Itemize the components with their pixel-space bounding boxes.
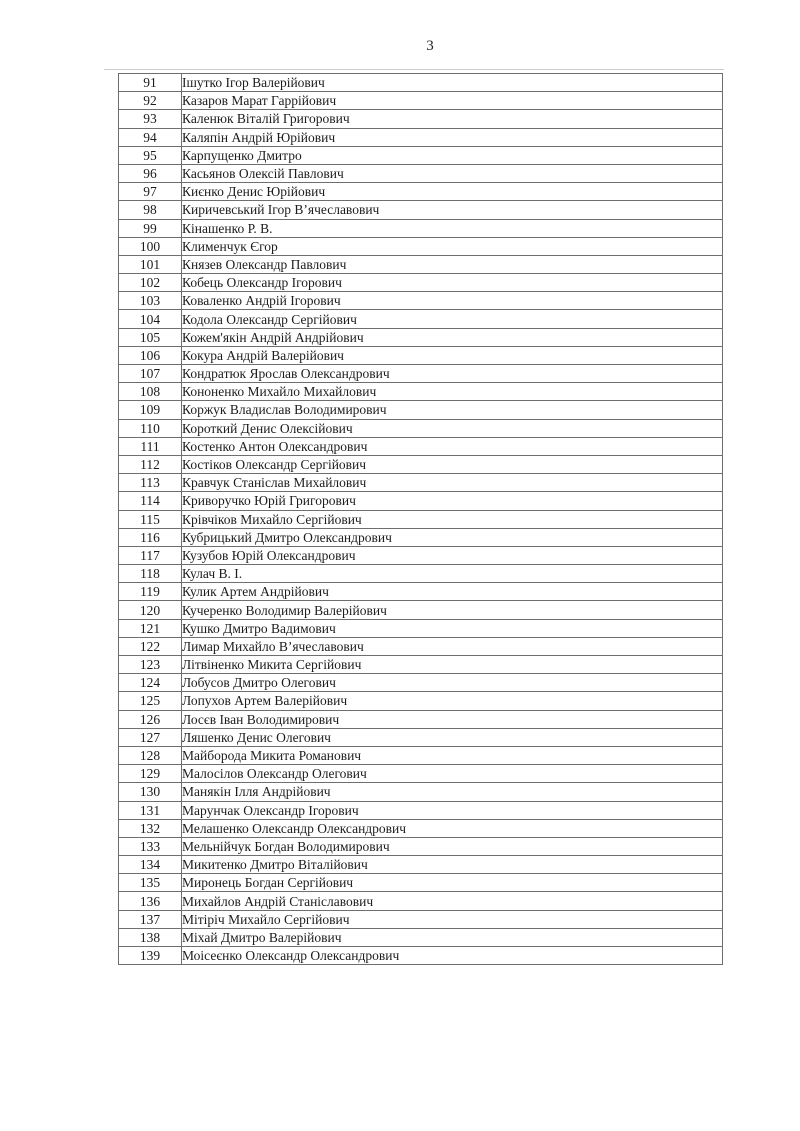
row-number: 121 xyxy=(119,619,182,637)
row-name: Каленюк Віталій Григорович xyxy=(182,110,723,128)
row-number: 111 xyxy=(119,437,182,455)
scan-artifact-line xyxy=(104,69,724,70)
row-name: Короткий Денис Олексійович xyxy=(182,419,723,437)
row-name: Каляпін Андрій Юрійович xyxy=(182,128,723,146)
row-name: Літвіненко Микита Сергійович xyxy=(182,656,723,674)
table-row xyxy=(119,619,723,637)
row-name: Лопухов Артем Валерійович xyxy=(182,692,723,710)
roster-table xyxy=(118,73,723,965)
table-row xyxy=(119,947,723,965)
roster-table-body xyxy=(119,74,723,965)
row-number: 116 xyxy=(119,528,182,546)
row-number: 137 xyxy=(119,910,182,928)
row-name: Кулик Артем Андрійович xyxy=(182,583,723,601)
table-row xyxy=(119,292,723,310)
table-row xyxy=(119,128,723,146)
row-number: 138 xyxy=(119,928,182,946)
row-name: Михайлов Андрій Станіславович xyxy=(182,892,723,910)
row-number: 115 xyxy=(119,510,182,528)
row-name: Кодола Олександр Сергійович xyxy=(182,310,723,328)
row-number: 97 xyxy=(119,183,182,201)
table-row xyxy=(119,74,723,92)
table-row xyxy=(119,783,723,801)
row-name: Моісеєнко Олександр Олександрович xyxy=(182,947,723,965)
table-row xyxy=(119,765,723,783)
table-row xyxy=(119,819,723,837)
row-number: 131 xyxy=(119,801,182,819)
table-row xyxy=(119,146,723,164)
row-name: Ляшенко Денис Олегович xyxy=(182,728,723,746)
row-name: Кравчук Станіслав Михайлович xyxy=(182,474,723,492)
row-name: Крівчіков Михайло Сергійович xyxy=(182,510,723,528)
table-row xyxy=(119,237,723,255)
row-name: Мелашенко Олександр Олександрович xyxy=(182,819,723,837)
row-name: Малосілов Олександр Олегович xyxy=(182,765,723,783)
table-row xyxy=(119,674,723,692)
row-number: 103 xyxy=(119,292,182,310)
row-name: Коржук Владислав Володимирович xyxy=(182,401,723,419)
row-number: 109 xyxy=(119,401,182,419)
table-row xyxy=(119,656,723,674)
row-name: Миронець Богдан Сергійович xyxy=(182,874,723,892)
row-name: Майборода Микита Романович xyxy=(182,746,723,764)
row-name: Кобець Олександр Ігорович xyxy=(182,274,723,292)
table-row xyxy=(119,637,723,655)
row-name: Криворучко Юрій Григорович xyxy=(182,492,723,510)
row-name: Манякін Ілля Андрійович xyxy=(182,783,723,801)
table-row xyxy=(119,510,723,528)
table-row xyxy=(119,255,723,273)
row-number: 105 xyxy=(119,328,182,346)
row-name: Кушко Дмитро Вадимович xyxy=(182,619,723,637)
table-row xyxy=(119,92,723,110)
row-number: 101 xyxy=(119,255,182,273)
row-name: Казаров Марат Гаррійович xyxy=(182,92,723,110)
row-number: 91 xyxy=(119,74,182,92)
row-number: 133 xyxy=(119,837,182,855)
table-row xyxy=(119,274,723,292)
row-number: 123 xyxy=(119,656,182,674)
row-name: Кондратюк Ярослав Олександрович xyxy=(182,365,723,383)
table-row xyxy=(119,437,723,455)
row-name: Лимар Михайло В’ячеславович xyxy=(182,637,723,655)
table-row xyxy=(119,365,723,383)
table-row xyxy=(119,692,723,710)
table-row xyxy=(119,874,723,892)
table-row xyxy=(119,474,723,492)
row-name: Києнко Денис Юрійович xyxy=(182,183,723,201)
row-number: 118 xyxy=(119,565,182,583)
row-name: Коваленко Андрій Ігорович xyxy=(182,292,723,310)
row-number: 134 xyxy=(119,856,182,874)
table-row xyxy=(119,401,723,419)
table-row xyxy=(119,856,723,874)
row-number: 100 xyxy=(119,237,182,255)
row-number: 128 xyxy=(119,746,182,764)
row-name: Ішутко Ігор Валерійович xyxy=(182,74,723,92)
row-name: Лобусов Дмитро Олегович xyxy=(182,674,723,692)
table-row xyxy=(119,746,723,764)
row-number: 127 xyxy=(119,728,182,746)
row-name: Мельнійчук Богдан Володимирович xyxy=(182,837,723,855)
row-name: Костенко Антон Олександрович xyxy=(182,437,723,455)
row-name: Кононенко Михайло Михайлович xyxy=(182,383,723,401)
table-row xyxy=(119,728,723,746)
row-number: 132 xyxy=(119,819,182,837)
row-number: 124 xyxy=(119,674,182,692)
row-number: 106 xyxy=(119,346,182,364)
row-name: Карпущенко Дмитро xyxy=(182,146,723,164)
row-name: Кулач В. І. xyxy=(182,565,723,583)
table-row xyxy=(119,346,723,364)
table-row xyxy=(119,310,723,328)
row-number: 130 xyxy=(119,783,182,801)
table-row xyxy=(119,528,723,546)
row-number: 94 xyxy=(119,128,182,146)
row-name: Марунчак Олександр Ігорович xyxy=(182,801,723,819)
row-number: 114 xyxy=(119,492,182,510)
row-number: 108 xyxy=(119,383,182,401)
row-number: 110 xyxy=(119,419,182,437)
table-row xyxy=(119,419,723,437)
table-row xyxy=(119,201,723,219)
row-number: 136 xyxy=(119,892,182,910)
row-name: Князев Олександр Павлович xyxy=(182,255,723,273)
row-name: Киричевський Ігор В’ячеславович xyxy=(182,201,723,219)
table-row xyxy=(119,892,723,910)
row-number: 135 xyxy=(119,874,182,892)
row-number: 104 xyxy=(119,310,182,328)
row-number: 93 xyxy=(119,110,182,128)
row-number: 117 xyxy=(119,546,182,564)
table-row xyxy=(119,565,723,583)
table-row xyxy=(119,328,723,346)
row-number: 96 xyxy=(119,164,182,182)
row-number: 120 xyxy=(119,601,182,619)
page-number: 3 xyxy=(426,38,434,54)
row-number: 112 xyxy=(119,455,182,473)
row-number: 139 xyxy=(119,947,182,965)
row-name: Клименчук Єгор xyxy=(182,237,723,255)
table-row xyxy=(119,492,723,510)
row-number: 107 xyxy=(119,365,182,383)
row-name: Микитенко Дмитро Віталійович xyxy=(182,856,723,874)
table-row xyxy=(119,219,723,237)
table-row xyxy=(119,837,723,855)
row-name: Кокура Андрій Валерійович xyxy=(182,346,723,364)
row-name: Касьянов Олексій Павлович xyxy=(182,164,723,182)
row-number: 102 xyxy=(119,274,182,292)
row-number: 113 xyxy=(119,474,182,492)
row-name: Кузубов Юрій Олександрович xyxy=(182,546,723,564)
table-row xyxy=(119,183,723,201)
row-number: 125 xyxy=(119,692,182,710)
row-number: 129 xyxy=(119,765,182,783)
table-row xyxy=(119,455,723,473)
row-name: Костіков Олександр Сергійович xyxy=(182,455,723,473)
table-row xyxy=(119,583,723,601)
table-row xyxy=(119,910,723,928)
row-name: Лосєв Іван Володимирович xyxy=(182,710,723,728)
row-name: Кожем'якін Андрій Андрійович xyxy=(182,328,723,346)
row-name: Кубрицький Дмитро Олександрович xyxy=(182,528,723,546)
table-row xyxy=(119,601,723,619)
table-row xyxy=(119,164,723,182)
row-number: 119 xyxy=(119,583,182,601)
row-name: Кучеренко Володимир Валерійович xyxy=(182,601,723,619)
row-number: 99 xyxy=(119,219,182,237)
table-row xyxy=(119,546,723,564)
row-name: Мітіріч Михайло Сергійович xyxy=(182,910,723,928)
row-name: Кінашенко Р. В. xyxy=(182,219,723,237)
row-number: 92 xyxy=(119,92,182,110)
table-row xyxy=(119,928,723,946)
row-number: 95 xyxy=(119,146,182,164)
row-name: Міхай Дмитро Валерійович xyxy=(182,928,723,946)
row-number: 98 xyxy=(119,201,182,219)
row-number: 126 xyxy=(119,710,182,728)
table-row xyxy=(119,110,723,128)
row-number: 122 xyxy=(119,637,182,655)
table-row xyxy=(119,710,723,728)
table-row xyxy=(119,801,723,819)
table-row xyxy=(119,383,723,401)
